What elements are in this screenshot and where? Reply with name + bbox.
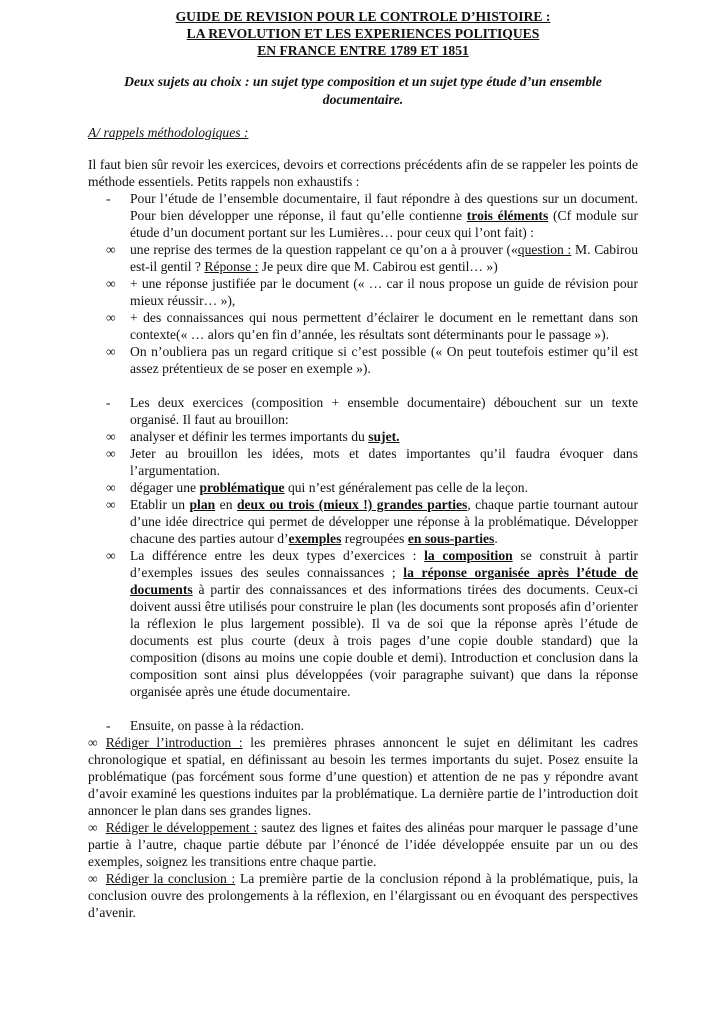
part2-bullet-5 [88, 547, 638, 700]
part2-b4-t4: regroupées [341, 531, 408, 546]
part1-b1-after: Je peux dire que M. Cabirou est gentil… ») [258, 259, 498, 274]
part2-b4-s1: plan [189, 497, 216, 512]
redaction-introduction [88, 734, 638, 819]
dash-marker: - [106, 718, 111, 733]
infinity-bullet-icon: ∞ [106, 310, 116, 325]
infinity-bullet-icon: ∞ [106, 242, 116, 257]
part1-bullet-2 [88, 275, 638, 309]
part1-bullet-1 [88, 241, 638, 275]
redaction-conclusion [88, 870, 638, 921]
title-line-2: LA REVOLUTION ET LES EXPERIENCES POLITIQUES [186, 26, 540, 41]
part2-item [88, 394, 638, 428]
part2-b5-t3: à partir des connaissances et des informations tirées des documents. Ceux-ci doivent aussi être utilisés pour construire le plan (les documents sont proposés afin d’orienter la réflexion le plus largement possible). Il va de soi que la réponse après l’étude de documents est plus courte (deux à trois pages d’une copie double standard) que la composition (disons au moins une copie double et demi). Introduction et conclusion dans la composition sont ainsi plus développées (voir paragraphe suivant) que dans la réponse organisée après une étude documentaire. [130, 582, 638, 699]
redaction-conclusion-text: La première partie de la conclusion répond à la problématique, puis, la conclusion ouvre des prolongements à la réflexion, en l’élargissant ou en évoquant des perspectives d’avenir. [88, 871, 638, 920]
part2-bullet-4 [88, 496, 638, 547]
part2-b3-before: dégager une [130, 480, 200, 495]
document-subtitle: Deux sujets au choix : un sujet type composition et un sujet type étude d’un ensemble documentaire. [124, 74, 602, 107]
intro-paragraph: Il faut bien sûr revoir les exercices, devoirs et corrections précédents afin de se rappeler les points de méthode essentiels. Petits rappels non exhaustifs : [88, 157, 638, 189]
part2-bullet-2 [88, 445, 638, 479]
part1-text-after: (Cf module sur étude d’un document portant sur les Lumières… pour ceux qui l’ont fait) : [130, 208, 639, 240]
infinity-bullet-icon: ∞ [106, 480, 116, 495]
part2-b3-strong: problématique [199, 480, 285, 495]
part1-b4-text: On n’oubliera pas un regard critique si c’est possible (« On peut toutefois estimer qu’il est assez prétentieux de se poser en exemple »). [130, 344, 638, 376]
part3-intro: Ensuite, on passe à la rédaction. [130, 718, 305, 733]
part2-b1-strong: sujet. [368, 429, 400, 444]
part1-b1-before: une reprise des termes de la question rappelant ce qu’on a à prouver (« [130, 242, 518, 257]
part2-b1-before: analyser et définir les termes importants du [130, 429, 369, 444]
part1-text-before: Pour l’étude de l’ensemble documentaire, il faut répondre à des questions sur un document. Pour bien développer une réponse, il faut qu’elle contienne [130, 191, 638, 223]
part2-b4-s4: en sous-parties [407, 531, 495, 546]
part2-b5-s1: la composition [424, 548, 513, 563]
part1-item [88, 190, 638, 241]
part2-b2-text: Jeter au brouillon les idées, mots et dates importantes qu’il faudra évoquer dans l’argumentation. [130, 446, 638, 478]
infinity-bullet-icon: ∞ [106, 429, 116, 444]
infinity-bullet-icon: ∞ [88, 820, 98, 835]
part1-b1-mid: M. Cabirou est-il gentil ? [130, 242, 639, 274]
dash-marker: - [106, 191, 111, 206]
part1-bullet-3 [88, 309, 638, 343]
part2-b4-s2: deux ou trois (mieux !) grandes parties [236, 497, 468, 512]
part2-bullet-3 [88, 479, 638, 496]
part1-b1-question-label: question : [517, 242, 572, 257]
part1-b1-answer-label: Réponse : [204, 259, 259, 274]
document-page [88, 8, 638, 921]
redaction-intro-label: Rédiger l’introduction : [105, 735, 243, 750]
part1-strong: trois éléments [466, 208, 549, 223]
part2-b5-t1: La différence entre les deux types d’exercices : [130, 548, 425, 563]
redaction-developpement [88, 819, 638, 870]
part2-b5-s2: la réponse organisée après l’étude de documents [130, 565, 638, 597]
infinity-bullet-icon: ∞ [106, 548, 116, 563]
redaction-dev-text: sautez des lignes et faites des alinéas pour marquer le passage d’une partie à l’autre, chaque partie débute par l’énoncé de l’idée développée ensuite par un ou des exemples, soignez les transitions entre chaque partie. [88, 820, 638, 869]
part1-bullet-4 [88, 343, 638, 377]
part2-bullet-1 [88, 428, 638, 445]
part2-b4-t3: , chaque partie tournant autour d’une idée directrice qui permet de développer une réponse à la problématique. Développer chacune des parties autour d’ [130, 497, 638, 546]
infinity-bullet-icon: ∞ [106, 446, 116, 461]
part1-b2-text: + une réponse justifiée par le document (« … car il nous propose un guide de révision pour mieux réussir… »), [130, 276, 638, 308]
redaction-dev-label: Rédiger le développement : [105, 820, 258, 835]
section-a-heading: A/ rappels méthodologiques : [88, 125, 249, 140]
part2-b3-after: qui n’est généralement pas celle de la leçon. [284, 480, 528, 495]
spacer [88, 377, 638, 394]
part2-b4-s3: exemples [288, 531, 342, 546]
part2-b4-t2: en [215, 497, 237, 512]
part1-b3-text: + des connaissances qui nous permettent d’éclairer le document en le remettant dans son contexte(« … alors qu’en fin d’année, les résultats sont déterminants pour le passage »). [130, 310, 638, 342]
part3-item [88, 717, 638, 734]
infinity-bullet-icon: ∞ [88, 735, 98, 750]
spacer [88, 700, 638, 717]
infinity-bullet-icon: ∞ [106, 344, 116, 359]
infinity-bullet-icon: ∞ [106, 276, 116, 291]
part2-b4-t1: Etablir un [130, 497, 190, 512]
part2-b5-t2: se construit à partir d’exemples issues des seules connaissances ; [130, 548, 638, 580]
infinity-bullet-icon: ∞ [106, 497, 116, 512]
title-line-3: EN FRANCE ENTRE 1789 ET 1851 [257, 43, 469, 58]
part2-intro: Les deux exercices (composition + ensemble documentaire) débouchent sur un texte organisé. Il faut au brouillon: [130, 395, 638, 427]
part2-b4-t5: . [494, 531, 498, 546]
redaction-intro-text: les premières phrases annoncent le sujet en délimitant les cadres chronologique et spatial, en définissant au besoin les termes importants du sujet. Posez ensuite la problématique (pas forcément sous forme d’une question) et attention de ne pas y répondre avant d’avoir examiné les questions induites par la problématique. La dernière partie de l’introduction doit annoncer le plan dans ses grandes lignes. [88, 735, 638, 818]
title-line-1: GUIDE DE REVISION POUR LE CONTROLE D’HISTOIRE : [175, 9, 551, 24]
document-title [88, 8, 638, 59]
dash-marker: - [106, 395, 111, 410]
infinity-bullet-icon: ∞ [88, 871, 98, 886]
redaction-conclusion-label: Rédiger la conclusion : [105, 871, 236, 886]
